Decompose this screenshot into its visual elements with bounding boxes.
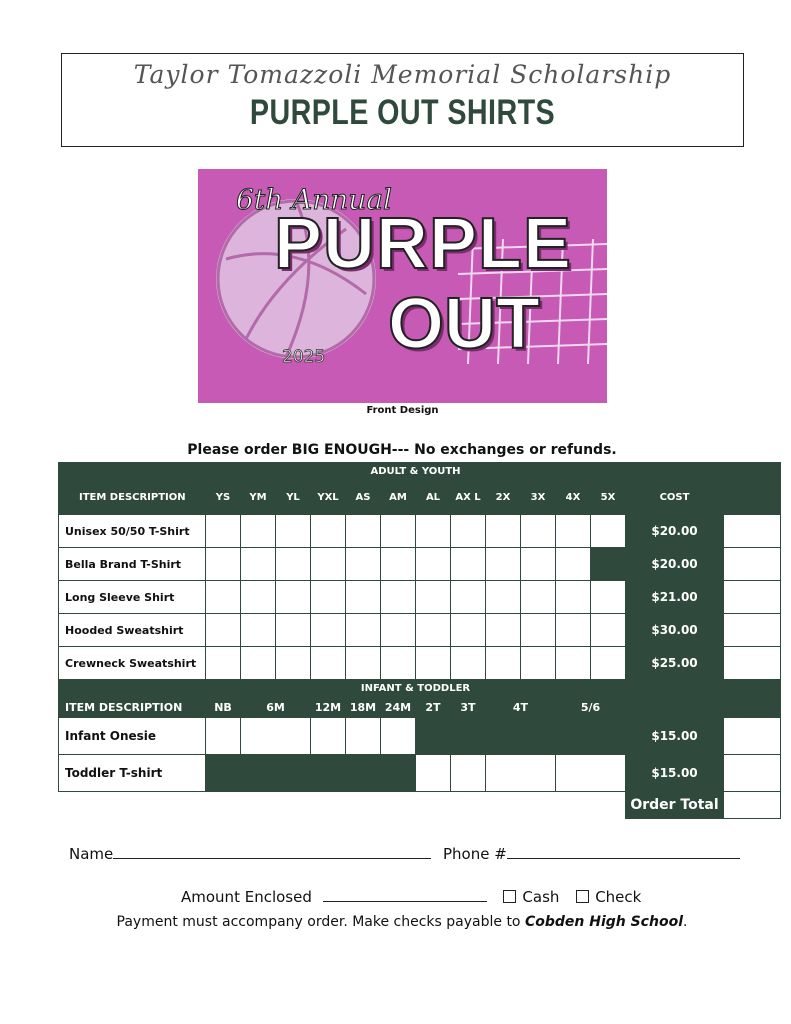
infant-size-header: 18M <box>346 698 381 718</box>
payment-note-end: . <box>683 914 688 930</box>
quantity-cell[interactable] <box>241 718 311 755</box>
check-label: Check <box>595 888 642 906</box>
line-total-cell[interactable] <box>724 755 781 792</box>
name-field[interactable] <box>113 844 431 859</box>
quantity-cell[interactable] <box>416 755 451 792</box>
size-header: AM <box>381 481 416 515</box>
amount-field[interactable] <box>323 887 487 902</box>
size-header: AS <box>346 481 381 515</box>
unavailable-cell <box>206 755 241 792</box>
size-header: 4X <box>556 481 591 515</box>
quantity-cell[interactable] <box>206 614 241 647</box>
table-row <box>59 718 781 755</box>
quantity-cell[interactable] <box>521 647 556 680</box>
quantity-cell[interactable] <box>451 581 486 614</box>
annual-text: 6th Annual <box>236 183 392 216</box>
quantity-cell[interactable] <box>486 614 521 647</box>
quantity-cell[interactable] <box>206 718 241 755</box>
item-name: Infant Onesie <box>59 718 206 755</box>
line-total-cell[interactable] <box>724 515 781 548</box>
quantity-cell[interactable] <box>451 647 486 680</box>
item-cost: $25.00 <box>626 647 724 680</box>
quantity-cell[interactable] <box>556 614 591 647</box>
size-header: AX L <box>451 481 486 515</box>
quantity-cell[interactable] <box>276 548 311 581</box>
size-header: YS <box>206 481 241 515</box>
quantity-cell[interactable] <box>591 515 626 548</box>
size-header: YM <box>241 481 276 515</box>
size-header: 2X <box>486 481 521 515</box>
quantity-cell[interactable] <box>416 581 451 614</box>
quantity-cell[interactable] <box>556 755 626 792</box>
quantity-cell[interactable] <box>346 647 381 680</box>
infant-size-header: 4T <box>486 698 556 718</box>
quantity-cell[interactable] <box>591 581 626 614</box>
unavailable-cell <box>241 755 311 792</box>
quantity-cell[interactable] <box>381 614 416 647</box>
quantity-cell[interactable] <box>556 515 591 548</box>
item-cost: $15.00 <box>626 755 724 792</box>
infant-size-header: 5/6 <box>556 698 626 718</box>
phone-field[interactable] <box>507 844 740 859</box>
table-row <box>59 548 781 581</box>
quantity-cell[interactable] <box>381 581 416 614</box>
infant-size-header: 24M <box>381 698 416 718</box>
quantity-cell[interactable] <box>206 647 241 680</box>
quantity-cell[interactable] <box>206 548 241 581</box>
quantity-cell[interactable] <box>276 647 311 680</box>
infant-size-header: NB <box>206 698 241 718</box>
quantity-cell[interactable] <box>451 548 486 581</box>
quantity-cell[interactable] <box>521 614 556 647</box>
payment-note <box>58 914 746 930</box>
quantity-cell[interactable] <box>241 548 276 581</box>
quantity-cell[interactable] <box>311 647 346 680</box>
quantity-cell[interactable] <box>241 581 276 614</box>
payee-name: Cobden High School <box>524 914 683 930</box>
line-total-cell[interactable] <box>724 581 781 614</box>
name-line <box>69 844 431 863</box>
item-name: Bella Brand T-Shirt <box>59 548 206 581</box>
quantity-cell[interactable] <box>311 718 346 755</box>
quantity-cell[interactable] <box>591 647 626 680</box>
quantity-cell[interactable] <box>591 614 626 647</box>
item-name: Long Sleeve Shirt <box>59 581 206 614</box>
quantity-cell[interactable] <box>311 548 346 581</box>
infant-size-header: 6M <box>241 698 311 718</box>
quantity-cell[interactable] <box>241 614 276 647</box>
table-row <box>59 647 781 680</box>
front-design-image <box>198 169 607 403</box>
phone-line <box>443 844 740 863</box>
phone-label: Phone # <box>443 845 507 863</box>
amount-line <box>181 887 641 906</box>
item-cost: $15.00 <box>626 718 724 755</box>
quantity-cell[interactable] <box>416 515 451 548</box>
unavailable-cell <box>346 755 381 792</box>
unavailable-cell <box>451 718 486 755</box>
order-warning: Please order BIG ENOUGH--- No exchanges or refunds. <box>187 442 617 458</box>
item-cost: $20.00 <box>626 548 724 581</box>
unavailable-cell <box>381 755 416 792</box>
scholarship-subtitle: Taylor Tomazzoli Memorial Scholarship <box>133 60 672 89</box>
size-header: YXL <box>311 481 346 515</box>
line-total-cell[interactable] <box>724 614 781 647</box>
table-row <box>59 515 781 548</box>
cash-label: Cash <box>522 888 560 906</box>
item-name: Hooded Sweatshirt <box>59 614 206 647</box>
line-total-cell[interactable] <box>724 548 781 581</box>
line-total-cell[interactable] <box>724 647 781 680</box>
quantity-cell[interactable] <box>486 548 521 581</box>
unavailable-cell <box>486 718 556 755</box>
amount-label: Amount Enclosed <box>181 888 312 906</box>
quantity-cell[interactable] <box>311 581 346 614</box>
name-label: Name <box>69 845 114 863</box>
quantity-cell[interactable] <box>486 515 521 548</box>
quantity-cell[interactable] <box>276 515 311 548</box>
infant-toddler-band: INFANT & TODDLER <box>206 680 626 698</box>
size-header: YL <box>276 481 311 515</box>
design-caption: Front Design <box>366 405 439 416</box>
item-cost: $30.00 <box>626 614 724 647</box>
unavailable-cell <box>416 718 451 755</box>
table-row <box>59 755 781 792</box>
quantity-cell[interactable] <box>416 548 451 581</box>
quantity-cell[interactable] <box>486 581 521 614</box>
design-year: 2025 <box>282 347 326 367</box>
cash-checkbox[interactable] <box>503 890 516 903</box>
quantity-cell[interactable] <box>416 614 451 647</box>
quantity-cell[interactable] <box>381 647 416 680</box>
infant-size-header: 12M <box>311 698 346 718</box>
quantity-cell[interactable] <box>381 718 416 755</box>
payment-note-text: Payment must accompany order. Make checks payable to <box>116 914 525 930</box>
infant-size-header: 2T <box>416 698 451 718</box>
quantity-cell[interactable] <box>521 515 556 548</box>
quantity-cell[interactable] <box>276 614 311 647</box>
quantity-cell[interactable] <box>241 515 276 548</box>
size-header: 5X <box>591 481 626 515</box>
quantity-cell[interactable] <box>521 548 556 581</box>
quantity-cell[interactable] <box>416 647 451 680</box>
quantity-cell[interactable] <box>346 581 381 614</box>
item-cost: $21.00 <box>626 581 724 614</box>
check-checkbox[interactable] <box>576 890 589 903</box>
cost-header: COST <box>626 481 724 515</box>
quantity-cell[interactable] <box>556 581 591 614</box>
item-name: Crewneck Sweatshirt <box>59 647 206 680</box>
item-name: Unisex 50/50 T-Shirt <box>59 515 206 548</box>
header-box <box>61 53 744 147</box>
purple-word: PURPLE <box>274 204 573 284</box>
unavailable-cell <box>556 718 626 755</box>
quantity-cell[interactable] <box>311 515 346 548</box>
quantity-cell[interactable] <box>486 755 556 792</box>
infant-size-header: 3T <box>451 698 486 718</box>
quantity-cell[interactable] <box>381 548 416 581</box>
quantity-cell[interactable] <box>346 614 381 647</box>
line-total-cell[interactable] <box>724 718 781 755</box>
out-word: OUT <box>388 284 540 364</box>
adult-youth-band: ADULT & YOUTH <box>206 463 626 481</box>
quantity-cell[interactable] <box>346 515 381 548</box>
quantity-cell[interactable] <box>276 581 311 614</box>
order-total-field[interactable] <box>724 792 781 819</box>
quantity-cell[interactable] <box>451 515 486 548</box>
quantity-cell[interactable] <box>556 647 591 680</box>
table-row <box>59 581 781 614</box>
quantity-cell[interactable] <box>206 515 241 548</box>
infant-item-description-header: ITEM DESCRIPTION <box>59 698 206 718</box>
quantity-cell[interactable] <box>521 581 556 614</box>
quantity-cell[interactable] <box>451 755 486 792</box>
quantity-cell[interactable] <box>346 548 381 581</box>
size-header: 3X <box>521 481 556 515</box>
quantity-cell[interactable] <box>346 718 381 755</box>
quantity-cell[interactable] <box>556 548 591 581</box>
table-row <box>59 614 781 647</box>
item-description-header: ITEM DESCRIPTION <box>59 481 206 515</box>
quantity-cell[interactable] <box>451 614 486 647</box>
quantity-cell[interactable] <box>206 581 241 614</box>
quantity-cell[interactable] <box>241 647 276 680</box>
unavailable-cell <box>311 755 346 792</box>
item-name: Toddler T-shirt <box>59 755 206 792</box>
order-total-label: Order Total <box>626 792 724 819</box>
quantity-cell[interactable] <box>486 647 521 680</box>
size-header: AL <box>416 481 451 515</box>
quantity-cell[interactable] <box>311 614 346 647</box>
quantity-cell[interactable] <box>381 515 416 548</box>
order-table <box>58 462 781 819</box>
page-title: PURPLE OUT SHIRTS <box>249 93 556 132</box>
unavailable-cell <box>591 548 626 581</box>
item-cost: $20.00 <box>626 515 724 548</box>
